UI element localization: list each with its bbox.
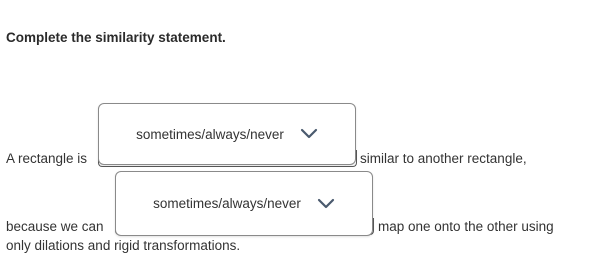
chevron-down-icon	[317, 198, 335, 210]
sentence-part-2: similar to another rectangle,	[360, 151, 527, 166]
instruction-title: Complete the similarity statement.	[6, 30, 226, 45]
sentence-part-5: only dilations and rigid transformations.	[6, 238, 241, 253]
sentence-part-4: map one onto the other using	[378, 219, 554, 234]
dropdown-2-value: sometimes/always/never	[153, 196, 301, 211]
sentence-part-3: because we can	[6, 219, 104, 234]
dropdown-2[interactable]	[115, 171, 373, 236]
dropdown-1[interactable]	[98, 103, 356, 165]
dropdown-1-value: sometimes/always/never	[136, 126, 284, 142]
chevron-down-icon	[300, 128, 318, 140]
sentence-part-1: A rectangle is	[6, 151, 88, 166]
